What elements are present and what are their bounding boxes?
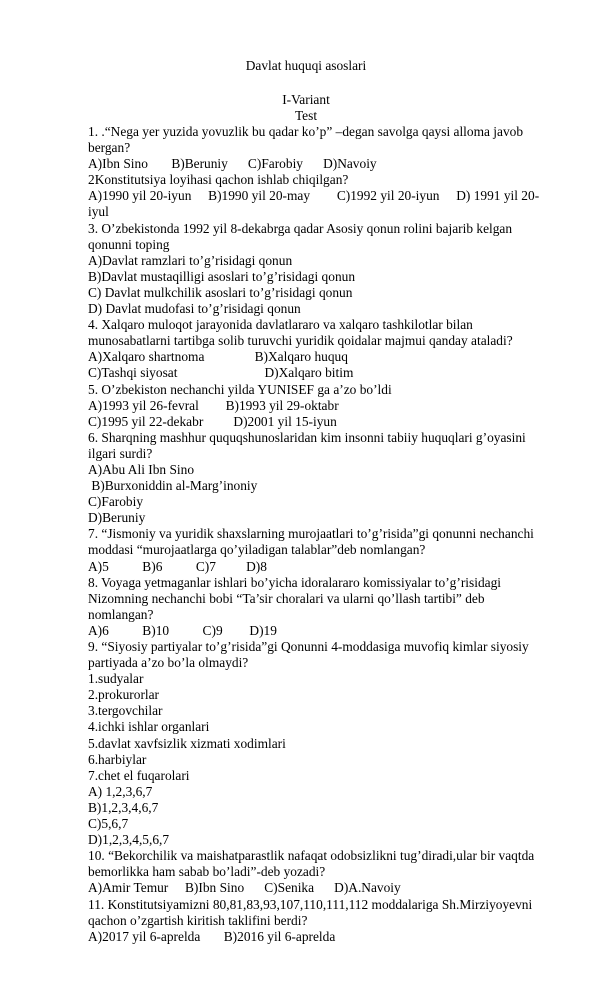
text-line: C)5,6,7 — [88, 816, 129, 832]
text-line: 3. O’zbekistonda 1992 yil 8-dekabrga qadar Asosiy qonun rolini bajarib kelgan — [88, 220, 513, 236]
text-line: A)Davlat ramzlari to’g’risidagi qonun — [88, 252, 293, 268]
text-line: D)Beruniy — [88, 510, 146, 526]
text-line: Nizomning nechanchi bobi “Ta’sir choralari va ularni qo’llash tartibi” deb — [88, 590, 485, 606]
text-line: A)1993 yil 26-fevral B)1993 yil 29-oktabr — [88, 397, 339, 413]
text-line: 2.prokurorlar — [88, 687, 160, 703]
text-line: 2Konstitutsiya loyihasi qachon ishlab chiqilgan? — [88, 172, 349, 188]
text-line: C)Tashqi siyosat D)Xalqaro bitim — [88, 365, 354, 381]
text-line: A)6 B)10 C)9 D)19 — [88, 622, 277, 638]
text-line: D)1,2,3,4,5,6,7 — [88, 832, 170, 848]
text-line: D) Davlat mudofasi to’g’risidagi qonun — [88, 301, 301, 317]
text-line: qonunni toping — [88, 236, 170, 252]
text-line: C)Farobiy — [88, 494, 144, 510]
text-line: qachon o’zgartish kiritish taklifini berdi? — [88, 912, 308, 928]
text-line: A)Ibn Sino B)Beruniy C)Farobiy D)Navoiy — [88, 156, 377, 172]
text-line: C) Davlat mulkchilik asoslari to’g’risidagi qonun — [88, 284, 353, 300]
text-line: 6. Sharqning mashhur ququqshunoslaridan kim insonni tabiiy huquqlari g’oyasini — [88, 429, 526, 445]
text-line: B)1,2,3,4,6,7 — [88, 799, 159, 815]
test-label: Test — [294, 108, 318, 123]
text-line: C)1995 yil 22-dekabr D)2001 yil 15-iyun — [88, 413, 337, 429]
text-line: 6.harbiylar — [88, 751, 147, 767]
text-line: moddasi “murojaatlarga qo’yiladigan talablar”deb nomlangan? — [88, 542, 426, 558]
text-line: 11. Konstitutsiyamizni 80,81,83,93,107,110,111,112 moddalariga Sh.Mirziyoyevni — [88, 896, 533, 912]
text-line: bergan? — [88, 140, 131, 156]
text-line: 1.sudyalar — [88, 671, 144, 687]
text-line: 8. Voyaga yetmaganlar ishlari bo’yicha idoralararo komissiyalar to’g’risidagi — [88, 574, 502, 590]
text-line: 10. “Bekorchilik va maishatparastlik nafaqat odobsizlikni tug’diradi,ular bir vaqtda — [88, 848, 535, 864]
variant-heading — [0, 92, 612, 124]
text-line: A) 1,2,3,6,7 — [88, 783, 153, 799]
variant-label: I-Variant — [282, 92, 330, 107]
text-line: partiyada a’zo bo’la olmaydi? — [88, 655, 249, 671]
text-line: 4.ichki ishlar organlari — [88, 719, 210, 735]
text-line: 5.davlat xavfsizlik xizmati xodimlari — [88, 735, 286, 751]
text-line: B)Burxoniddin al-Marg’inoniy — [88, 478, 258, 494]
text-line: 5. O’zbekiston nechanchi yilda YUNISEF ga a’zo bo’ldi — [88, 381, 392, 397]
text-line: A)5 B)6 C)7 D)8 — [88, 558, 267, 574]
text-line: bemorlikka ham sabab bo’ladi”-deb yozadi? — [88, 864, 326, 880]
question-list — [88, 124, 588, 945]
text-line: nomlangan? — [88, 606, 154, 622]
text-line: 9. “Siyosiy partiyalar to’g’risida”gi Qonunni 4-moddasiga muvofiq kimlar siyosiy — [88, 639, 529, 654]
text-line: A)2017 yil 6-aprelda B)2016 yil 6-aprelda — [88, 928, 336, 944]
text-line: A)Xalqaro shartnoma B)Xalqaro huquq — [88, 349, 348, 365]
text-line: 3.tergovchilar — [88, 703, 163, 719]
text-line: A)Amir Temur B)Ibn Sino C)Senika D)A.Navoiy — [88, 880, 401, 896]
text-line: B)Davlat mustaqilligi asoslari to’g’risidagi qonun — [88, 268, 356, 284]
text-line: iyul — [88, 204, 109, 220]
text-line: A)1990 yil 20-iyun B)1990 yil 20-may C)1992 yil 20-iyun D) 1991 yil 20- — [88, 188, 540, 204]
text-line: A)Abu Ali Ibn Sino — [88, 461, 195, 477]
text-line: ilgari surdi? — [88, 445, 153, 461]
document-title: Davlat huquqi asoslari — [245, 58, 367, 73]
text-line: 7.chet el fuqarolari — [88, 767, 190, 783]
text-line: 1. .“Nega yer yuzida yovuzlik bu qadar ko’p” –degan savolga qaysi alloma javob — [88, 124, 524, 139]
text-line: 4. Xalqaro muloqot jarayonida davlatlararo va xalqaro tashkilotlar bilan — [88, 317, 473, 333]
text-line: munosabatlarni tartibga solib turuvchi yuridik qoidalar majmui qanday ataladi? — [88, 333, 513, 349]
text-line: 7. “Jismoniy va yuridik shaxslarning murojaatlari to’g’risida”gi qonunni nechanchi — [88, 526, 534, 542]
